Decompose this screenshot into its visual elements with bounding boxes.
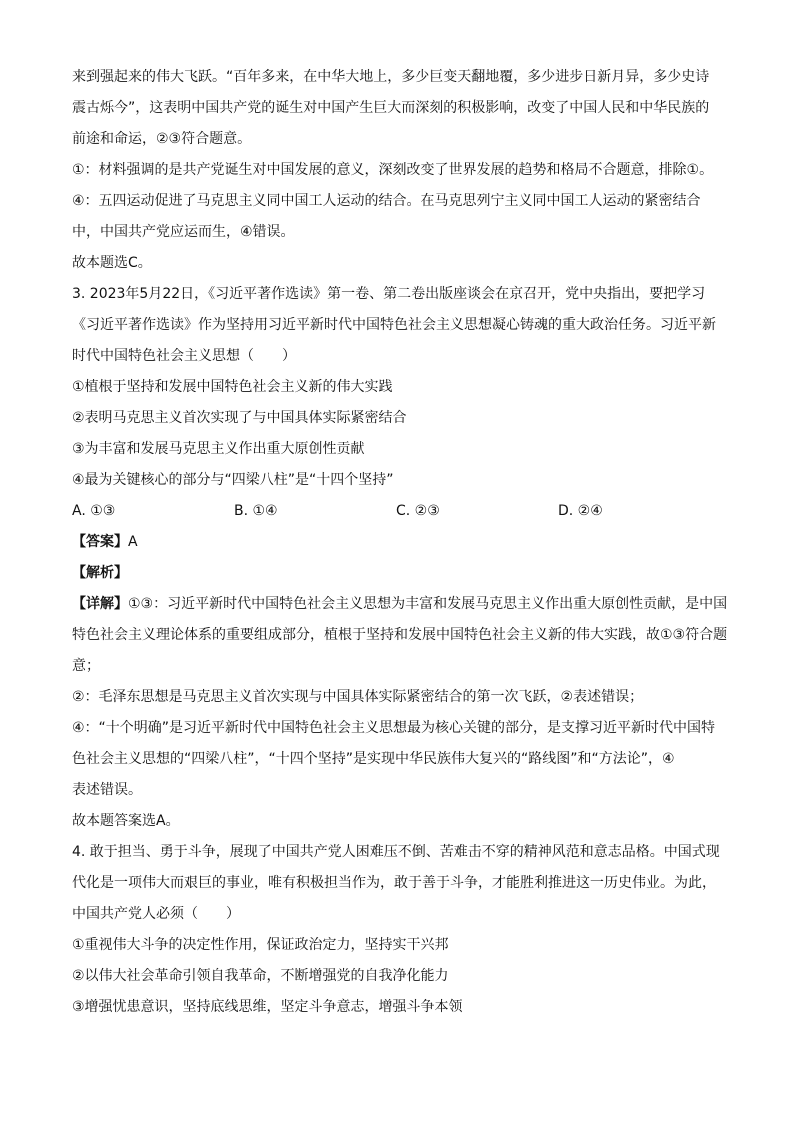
conclusion-line: 故本题选C。 [72,255,152,271]
question-3 [72,279,727,837]
question-stem: 4. 敢于担当、勇于斗争，展现了中国共产党人困难压不倒、苦难击不穿的精神风范和意志品格。中国式现 [72,844,720,860]
answer-tag: 【答案】 [72,534,128,550]
detail-text: 意； [72,658,100,674]
text-line: 中，中国共产党应运而生，④错误。 [72,224,295,240]
conclusion-line: 故本题答案选A。 [72,813,180,829]
statement-item: ③增强忧患意识，坚持底线思维，坚定斗争意志，增强斗争本领 [72,999,463,1015]
statement-item: ②表明马克思主义首次实现了与中国具体实际紧密结合 [72,410,407,426]
option-c: C. ②③ [396,503,440,519]
question-stem: 中国共产党人必须（ ） [72,906,240,922]
option-a: A. ①③ [72,503,116,519]
text-line: 震古烁今”，这表明中国共产党的诞生对中国产生巨大而深刻的积极影响，改变了中国人民和中华民族的 [72,100,710,116]
detail-tag: 【详解】 [72,596,128,612]
question-stem: 代化是一项伟大而艰巨的事业，唯有积极担当作为，敢于善于斗争，才能胜利推进这一历史伟业。为此， [72,875,716,891]
detail-text: ②：毛泽东思想是马克思主义首次实现与中国具体实际紧密结合的第一次飞跃，②表述错误； [72,689,644,705]
detail-text: 表述错误。 [72,782,142,798]
option-b: B. ①④ [234,503,278,519]
detail-text: 特色社会主义理论体系的重要组成部分，植根于坚持和发展中国特色社会主义新的伟大实践，故①③符合题 [72,627,727,643]
text-line: ④：五四运动促进了马克思主义同中国工人运动的结合。在马克思列宁主义同中国工人运动的紧密结合 [72,193,701,209]
statement-item: ②以伟大社会革命引领自我革命，不断增强党的自我净化能力 [72,968,449,984]
analysis-tag: 【解析】 [72,565,128,581]
text-line: 前途和命运，②③符合题意。 [72,131,252,147]
question-stem: 时代中国特色社会主义思想（ ） [72,348,296,364]
answer-line [72,527,727,558]
option-d: D. ②④ [558,503,603,519]
statement-item: ③为丰富和发展马克思主义作出重大原创性贡献 [72,441,365,457]
answer-value: A [128,534,138,550]
detail-line [72,589,727,620]
detail-text: ①③：习近平新时代中国特色社会主义思想为丰富和发展马克思主义作出重大原创性贡献，是中国 [128,596,727,612]
statement-item: ④最为关键核心的部分与“四梁八柱”是“十四个坚持” [72,472,394,488]
previous-answer-analysis [72,62,727,279]
answer-options [72,496,727,527]
document-page [72,62,727,1023]
statement-item: ①植根于坚持和发展中国特色社会主义新的伟大实践 [72,379,393,395]
detail-text: ④：“十个明确”是习近平新时代中国特色社会主义思想最为核心关键的部分，是支撑习近平新时代中国特 [72,720,716,736]
statement-item: ①重视伟大斗争的决定性作用，保证政治定力，坚持实干兴邦 [72,937,449,953]
text-line: ①：材料强调的是共产党诞生对中国发展的意义，深刻改变了世界发展的趋势和格局不合题意，排除①。 [72,162,714,178]
question-4 [72,837,727,1023]
text-line: 来到强起来的伟大飞跃。“百年多来，在中华大地上，多少巨变天翻地覆，多少进步日新月异，多少史诗 [72,69,710,85]
question-stem: 3. 2023年5月22日，《习近平著作选读》第一卷、第二卷出版座谈会在京召开，党中央指出，要把学习 [72,286,706,302]
analysis-line [72,558,727,589]
detail-text: 色社会主义思想的“四梁八柱”，“十四个坚持”是实现中华民族伟大复兴的“路线图”和“方法论”，④ [72,751,675,767]
question-stem: 《习近平著作选读》作为坚持用习近平新时代中国特色社会主义思想凝心铸魂的重大政治任务。习近平新 [72,317,716,333]
